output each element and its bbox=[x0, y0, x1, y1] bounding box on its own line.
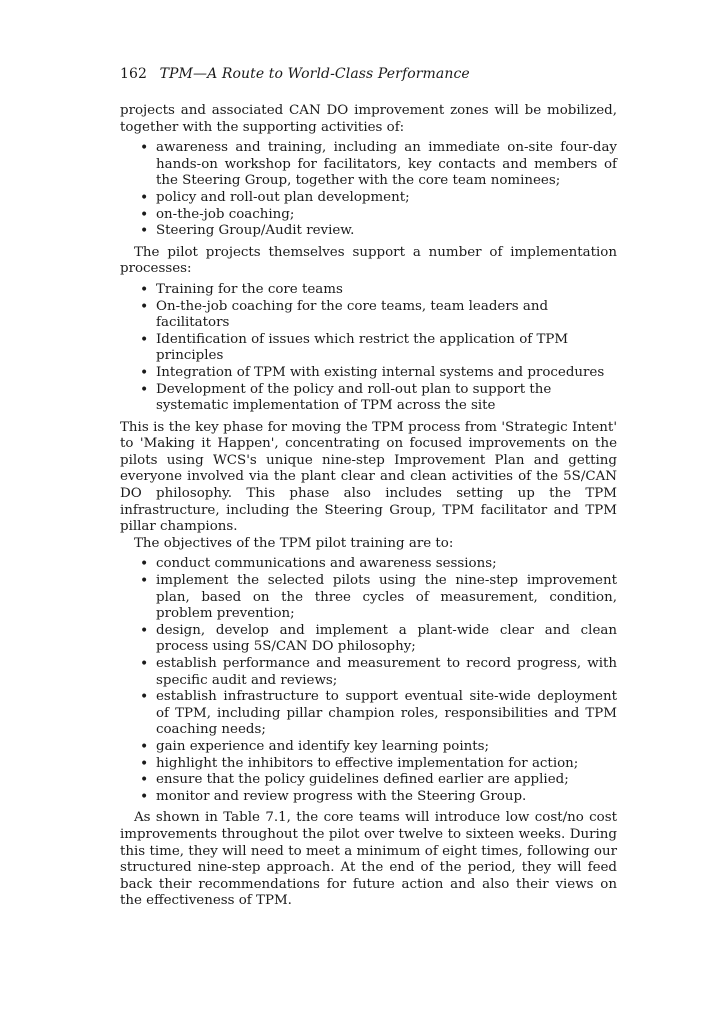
page-number: 162 bbox=[120, 66, 148, 82]
objectives-list bbox=[120, 556, 617, 805]
list-item: • implement the selected pilots using the nine-step improvement plan, based on the three cycles of measurement, condition, problem prevention; bbox=[144, 573, 617, 623]
list-item: • conduct communications and awareness sessions; bbox=[144, 556, 617, 573]
list-item: • establish performance and measurement to record progress, with specific audit and reviews; bbox=[144, 656, 617, 689]
list-item: • policy and roll-out plan development; bbox=[144, 190, 617, 207]
list-item: • highlight the inhibitors to effective implementation for action; bbox=[144, 756, 617, 773]
support-activities-list bbox=[120, 140, 617, 240]
list-item: • gain experience and identify key learning points; bbox=[144, 739, 617, 756]
running-head bbox=[120, 66, 470, 82]
implementation-processes-list bbox=[120, 282, 617, 415]
closing-paragraph: As shown in Table 7.1, the core teams will introduce low cost/no cost improvements throughout the pilot over twelve to sixteen weeks. During this time, they will need to meet a minimum of eight times, following our structured nine-step approach. At the end of the period, they will feed back their recommendations for future action and also their views on the effectiveness of TPM. bbox=[120, 810, 617, 909]
list-item: • monitor and review progress with the Steering Group. bbox=[144, 789, 617, 806]
list-item: • Training for the core teams bbox=[144, 282, 617, 299]
objectives-intro: The objectives of the TPM pilot training are to: bbox=[134, 535, 454, 551]
list-item: • awareness and training, including an immediate on-site four-day hands-on workshop for facilitators, key contacts and members of the Steering Group, together with the core team nominees; bbox=[144, 140, 617, 190]
list-item: • On-the-job coaching for the core teams, team leaders and facilitators bbox=[144, 299, 617, 332]
list-item: • Integration of TPM with existing internal systems and procedures bbox=[144, 365, 617, 382]
list-item: • establish infrastructure to support eventual site-wide deployment of TPM, including pillar champion roles, responsibilities and TPM coaching needs; bbox=[144, 689, 617, 739]
page-content bbox=[120, 103, 617, 910]
key-phase-paragraph: This is the key phase for moving the TPM process from 'Strategic Intent' to 'Making it Happen', concentrating on focused improvements on the pilots using WCS's unique nine-step Improvement Plan and getting everyone involved via the plant clear and clean activities of the 5S/CAN DO philosophy. This phase also includes setting up the TPM infrastructure, including the Steering Group, TPM facilitator and TPM pillar champions. bbox=[120, 419, 617, 535]
book-title: TPM—A Route to World-Class Performance bbox=[159, 66, 470, 82]
list-item: • design, develop and implement a plant-wide clear and clean process using 5S/CAN DO philosophy; bbox=[144, 623, 617, 656]
list-item: • Development of the policy and roll-out plan to support the systematic implementation of TPM across the site bbox=[144, 382, 617, 415]
list-item: • Steering Group/Audit review. bbox=[144, 223, 617, 240]
list-item: • ensure that the policy guidelines defined earlier are applied; bbox=[144, 772, 617, 789]
list-item: • on-the-job coaching; bbox=[144, 207, 617, 224]
processes-intro: The pilot projects themselves support a number of implementation processes: bbox=[120, 244, 617, 277]
intro-paragraph: projects and associated CAN DO improvement zones will be mobilized, together with the supporting activities of: bbox=[120, 103, 617, 135]
list-item: • Identification of issues which restrict the application of TPM principles bbox=[144, 332, 617, 365]
